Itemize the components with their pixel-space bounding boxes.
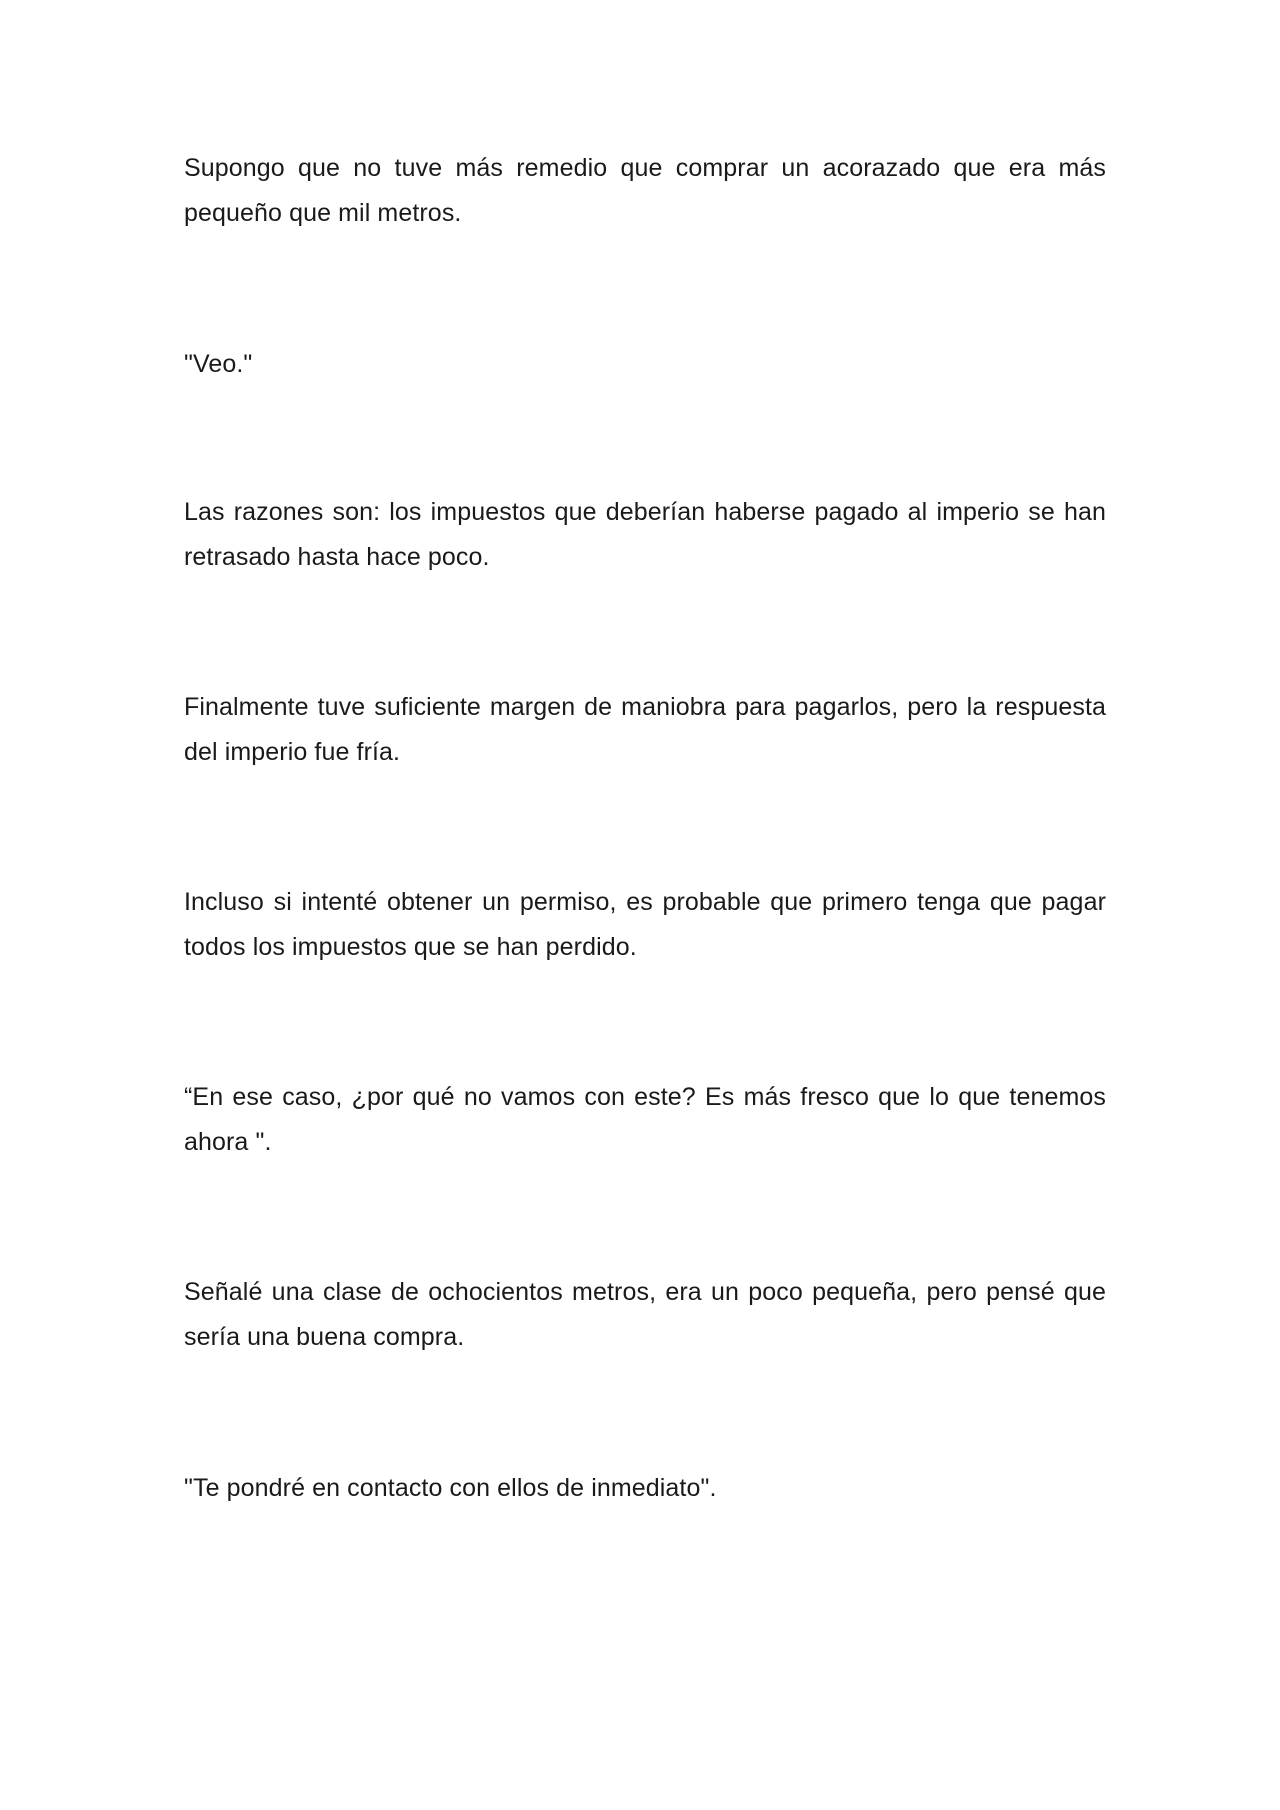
paragraph: "Veo." <box>184 350 253 378</box>
paragraph: Supongo que no tuve más remedio que comprar un acorazado que era más pequeño que mil metros. <box>184 154 1106 227</box>
paragraph: Las razones son: los impuestos que deberían haberse pagado al imperio se han retrasado hasta hace poco. <box>184 498 1106 571</box>
paragraph: “En ese caso, ¿por qué no vamos con este? Es más fresco que lo que tenemos ahora ". <box>184 1083 1106 1156</box>
paragraph: Incluso si intenté obtener un permiso, es probable que primero tenga que pagar todos los impuestos que se han perdido. <box>184 888 1106 961</box>
paragraph: Finalmente tuve suficiente margen de maniobra para pagarlos, pero la respuesta del imperio fue fría. <box>184 693 1106 766</box>
paragraph: "Te pondré en contacto con ellos de inmediato". <box>184 1474 717 1502</box>
paragraph: Señalé una clase de ochocientos metros, era un poco pequeña, pero pensé que sería una buena compra. <box>184 1278 1106 1351</box>
